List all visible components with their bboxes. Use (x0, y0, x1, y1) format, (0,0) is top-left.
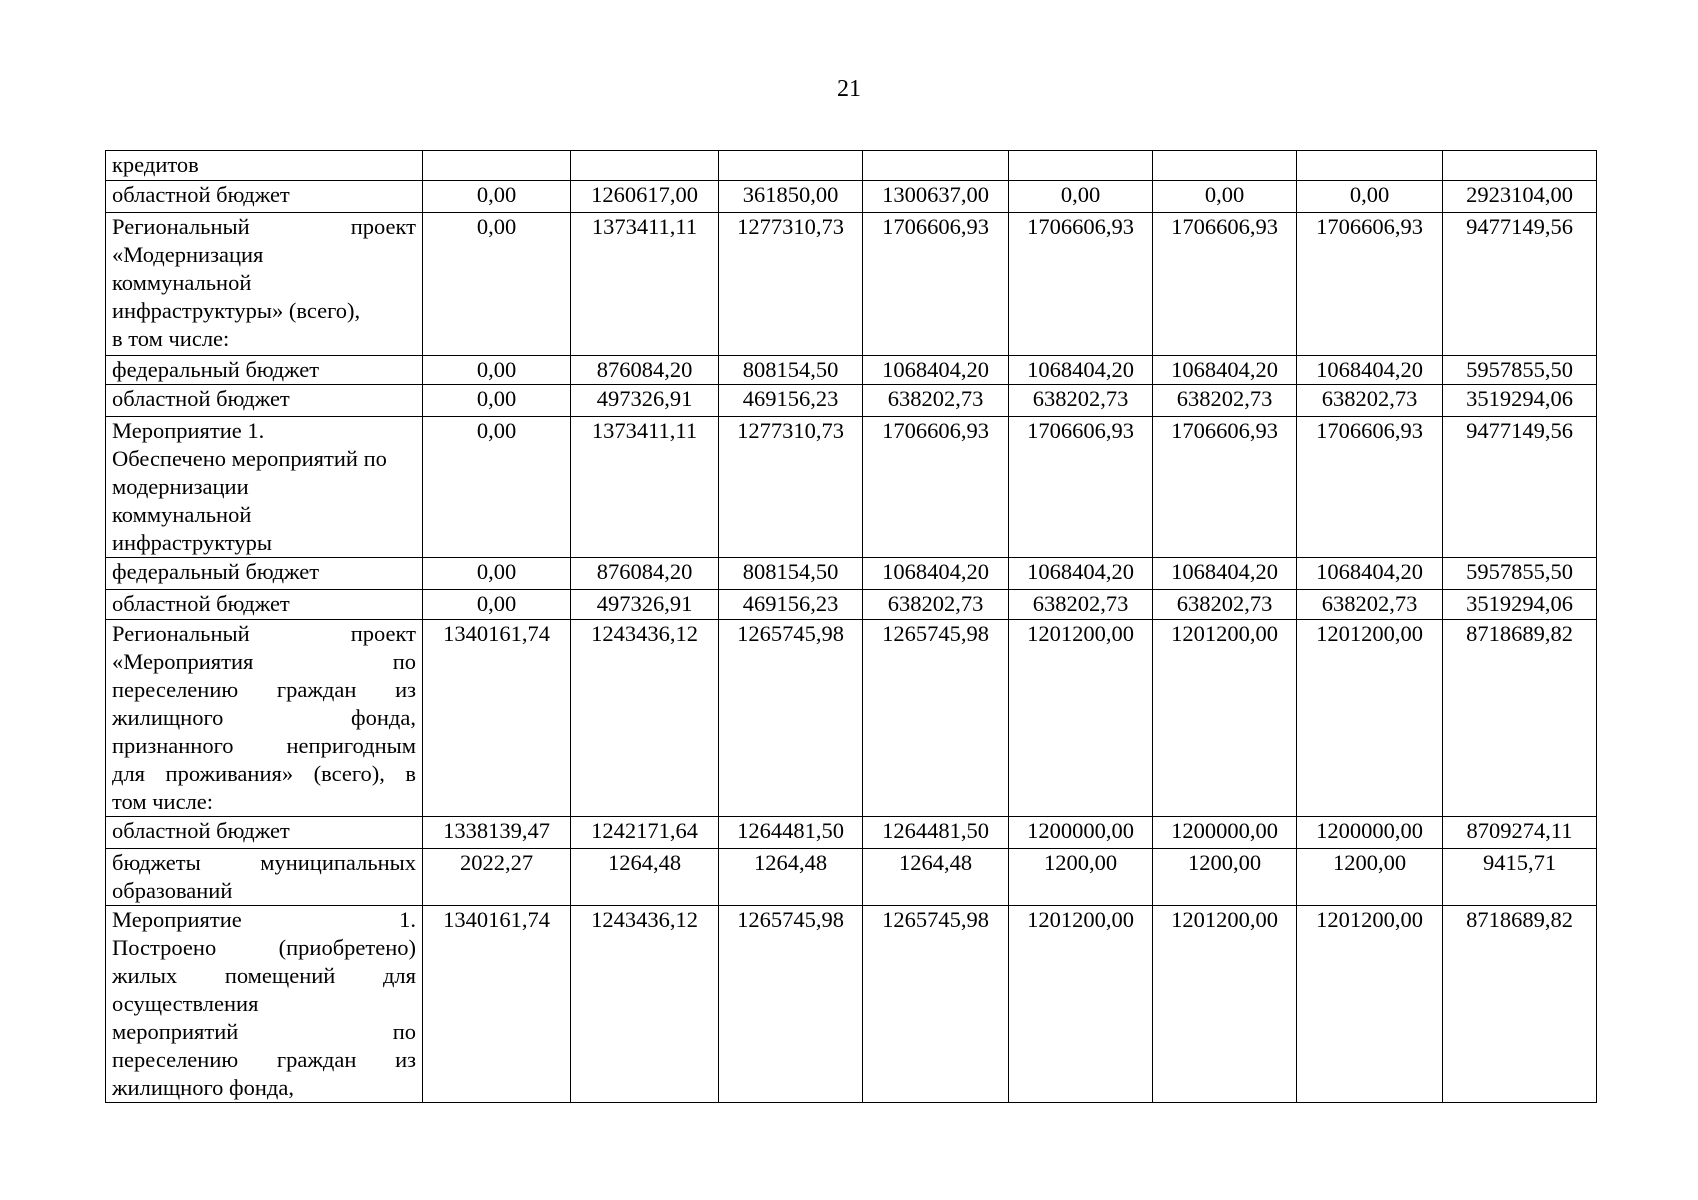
value-cell: 9477149,56 (1443, 417, 1597, 558)
value-cell: 1068404,20 (863, 558, 1009, 590)
value-cell: 0,00 (1297, 181, 1443, 213)
value-cell: 1260617,00 (571, 181, 719, 213)
value-cell: 361850,00 (719, 181, 863, 213)
value-cell: 1201200,00 (1297, 620, 1443, 817)
value-cell: 638202,73 (1153, 590, 1297, 620)
value-cell: 1265745,98 (719, 906, 863, 1103)
value-cell: 638202,73 (1297, 590, 1443, 620)
value-cell: 0,00 (423, 385, 571, 417)
row-label-line: областной бюджет (112, 818, 290, 843)
row-label-line: мероприятий по (112, 1019, 416, 1044)
value-cell: 0,00 (1153, 181, 1297, 213)
value-cell: 638202,73 (863, 385, 1009, 417)
row-label (106, 906, 423, 1103)
value-cell: 1068404,20 (1153, 356, 1297, 385)
row-label (106, 620, 423, 817)
row-label-line: областной бюджет (112, 591, 290, 616)
table-row (106, 151, 1597, 181)
value-cell: 1200000,00 (1009, 817, 1153, 849)
value-cell: 497326,91 (571, 385, 719, 417)
value-cell: 9477149,56 (1443, 213, 1597, 356)
value-cell: 8709274,11 (1443, 817, 1597, 849)
row-label-line: Региональный проект (112, 621, 416, 646)
value-cell: 1338139,47 (423, 817, 571, 849)
table-row (106, 620, 1597, 817)
value-cell: 0,00 (423, 590, 571, 620)
value-cell: 1265745,98 (719, 620, 863, 817)
value-cell: 1340161,74 (423, 620, 571, 817)
value-cell: 1200000,00 (1297, 817, 1443, 849)
value-cell: 469156,23 (719, 385, 863, 417)
value-cell: 3519294,06 (1443, 385, 1597, 417)
value-cell: 5957855,50 (1443, 558, 1597, 590)
value-cell: 1200,00 (1153, 849, 1297, 906)
row-label-line: жилищного фонда, (112, 1075, 294, 1100)
value-cell: 638202,73 (1153, 385, 1297, 417)
value-cell: 1706606,93 (863, 417, 1009, 558)
value-cell: 3519294,06 (1443, 590, 1597, 620)
table-row (106, 181, 1597, 213)
value-cell: 1373411,11 (571, 417, 719, 558)
row-label-line: модернизации (112, 474, 249, 499)
page-number: 21 (837, 76, 861, 102)
row-label-line: бюджеты муниципальных (112, 850, 416, 875)
value-cell (863, 151, 1009, 181)
value-cell: 8718689,82 (1443, 906, 1597, 1103)
value-cell: 1265745,98 (863, 906, 1009, 1103)
row-label (106, 213, 423, 356)
value-cell: 1706606,93 (1009, 213, 1153, 356)
value-cell: 1706606,93 (1009, 417, 1153, 558)
row-label (106, 181, 423, 213)
value-cell: 2022,27 (423, 849, 571, 906)
value-cell: 876084,20 (571, 558, 719, 590)
table-row (106, 817, 1597, 849)
table-row (106, 213, 1597, 356)
row-label (106, 817, 423, 849)
value-cell: 497326,91 (571, 590, 719, 620)
value-cell: 1068404,20 (1297, 356, 1443, 385)
row-label-line: «Модернизация (112, 242, 264, 267)
budget-table (105, 150, 1597, 1103)
row-label-line: образований (112, 878, 233, 903)
value-cell: 1277310,73 (719, 417, 863, 558)
row-label-line: Построено (приобретено) (112, 935, 416, 960)
value-cell: 1200,00 (1009, 849, 1153, 906)
value-cell: 1068404,20 (1153, 558, 1297, 590)
row-label-line: инфраструктуры (112, 530, 272, 555)
value-cell: 1265745,98 (863, 620, 1009, 817)
value-cell: 1242171,64 (571, 817, 719, 849)
row-label (106, 151, 423, 181)
row-label-line: Обеспечено мероприятий по (112, 446, 387, 471)
value-cell: 1706606,93 (1297, 213, 1443, 356)
value-cell (1153, 151, 1297, 181)
row-label-line: Мероприятие 1. (112, 907, 416, 932)
value-cell: 638202,73 (863, 590, 1009, 620)
value-cell: 1201200,00 (1009, 906, 1153, 1103)
value-cell: 638202,73 (1297, 385, 1443, 417)
value-cell: 808154,50 (719, 558, 863, 590)
row-label (106, 849, 423, 906)
row-label-line: в том числе: (112, 326, 230, 351)
table-row (106, 558, 1597, 590)
row-label-line: «Мероприятия по (112, 649, 416, 674)
value-cell: 1200000,00 (1153, 817, 1297, 849)
value-cell: 1706606,93 (1297, 417, 1443, 558)
value-cell: 1264,48 (863, 849, 1009, 906)
row-label-line: Мероприятие 1. (112, 418, 265, 443)
table-row (106, 417, 1597, 558)
table-row (106, 385, 1597, 417)
value-cell: 1264481,50 (719, 817, 863, 849)
value-cell: 1277310,73 (719, 213, 863, 356)
value-cell: 1264481,50 (863, 817, 1009, 849)
value-cell (719, 151, 863, 181)
row-label (106, 417, 423, 558)
value-cell: 1068404,20 (863, 356, 1009, 385)
value-cell (423, 151, 571, 181)
value-cell: 1201200,00 (1297, 906, 1443, 1103)
value-cell: 9415,71 (1443, 849, 1597, 906)
value-cell: 1340161,74 (423, 906, 571, 1103)
row-label-line: областной бюджет (112, 386, 290, 411)
value-cell (1443, 151, 1597, 181)
value-cell (571, 151, 719, 181)
row-label-line: коммунальной (112, 270, 252, 295)
value-cell: 1068404,20 (1009, 356, 1153, 385)
value-cell: 1201200,00 (1153, 620, 1297, 817)
value-cell: 0,00 (423, 558, 571, 590)
value-cell: 808154,50 (719, 356, 863, 385)
row-label-line: кредитов (112, 152, 199, 177)
value-cell: 638202,73 (1009, 590, 1153, 620)
value-cell: 5957855,50 (1443, 356, 1597, 385)
value-cell: 876084,20 (571, 356, 719, 385)
row-label-line: жилищного фонда, (112, 705, 416, 730)
value-cell: 2923104,00 (1443, 181, 1597, 213)
row-label-line: областной бюджет (112, 182, 290, 207)
value-cell: 1068404,20 (1297, 558, 1443, 590)
row-label (106, 558, 423, 590)
row-label-line: переселению граждан из (112, 1047, 416, 1072)
value-cell: 1068404,20 (1009, 558, 1153, 590)
value-cell (1297, 151, 1443, 181)
value-cell: 0,00 (1009, 181, 1153, 213)
row-label (106, 356, 423, 385)
value-cell: 1264,48 (719, 849, 863, 906)
value-cell: 1243436,12 (571, 906, 719, 1103)
value-cell: 1201200,00 (1153, 906, 1297, 1103)
value-cell: 8718689,82 (1443, 620, 1597, 817)
table-row (106, 356, 1597, 385)
row-label-line: признанного непригодным (112, 733, 416, 758)
value-cell: 1264,48 (571, 849, 719, 906)
row-label-line: федеральный бюджет (112, 357, 320, 382)
value-cell (1009, 151, 1153, 181)
row-label-line: коммунальной (112, 502, 252, 527)
value-cell: 1243436,12 (571, 620, 719, 817)
row-label-line: Региональный проект (112, 214, 416, 239)
row-label-line: переселению граждан из (112, 677, 416, 702)
value-cell: 1300637,00 (863, 181, 1009, 213)
row-label-line: том числе: (112, 789, 214, 814)
value-cell: 1200,00 (1297, 849, 1443, 906)
table-row (106, 849, 1597, 906)
value-cell: 0,00 (423, 356, 571, 385)
row-label-line: федеральный бюджет (112, 559, 320, 584)
row-label-line: для проживания» (всего), в (112, 761, 416, 786)
value-cell: 1373411,11 (571, 213, 719, 356)
row-label (106, 590, 423, 620)
value-cell: 0,00 (423, 181, 571, 213)
value-cell: 1706606,93 (1153, 213, 1297, 356)
row-label-line: инфраструктуры» (всего), (112, 298, 361, 323)
value-cell: 0,00 (423, 213, 571, 356)
row-label-line: жилых помещений для (112, 963, 416, 988)
value-cell: 638202,73 (1009, 385, 1153, 417)
value-cell: 0,00 (423, 417, 571, 558)
row-label (106, 385, 423, 417)
value-cell: 1706606,93 (1153, 417, 1297, 558)
value-cell: 1201200,00 (1009, 620, 1153, 817)
value-cell: 469156,23 (719, 590, 863, 620)
value-cell: 1706606,93 (863, 213, 1009, 356)
row-label-line: осуществления (112, 991, 259, 1016)
table-row (106, 906, 1597, 1103)
table-row (106, 590, 1597, 620)
